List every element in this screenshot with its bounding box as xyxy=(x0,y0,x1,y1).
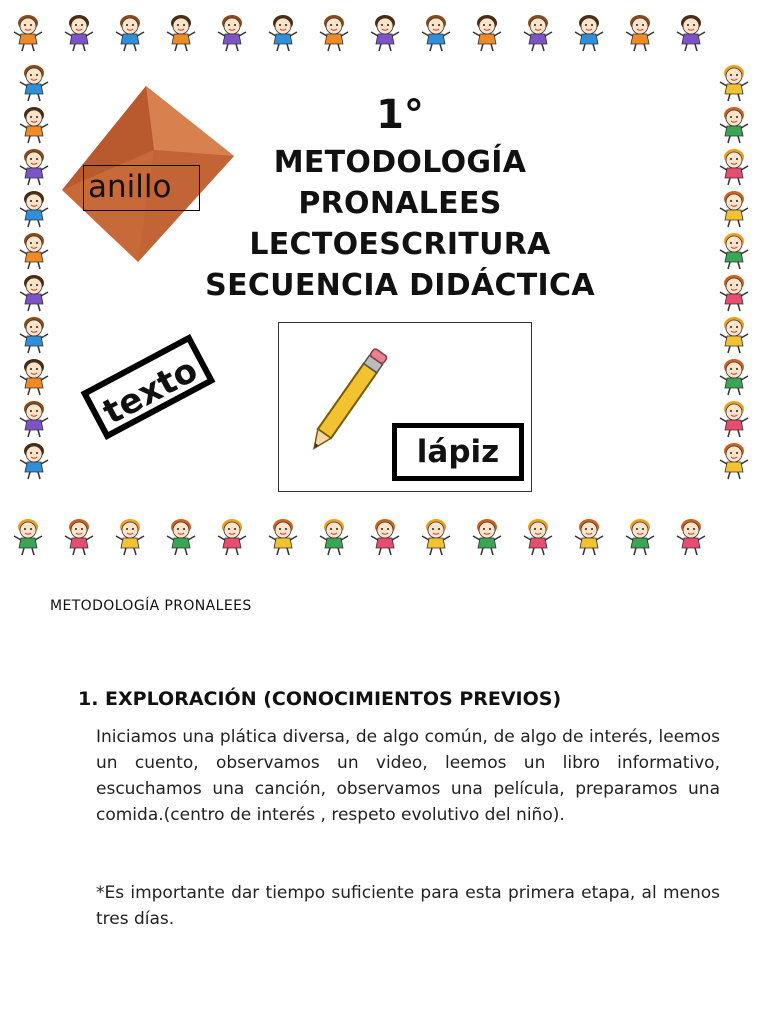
cartoon-kid-icon xyxy=(569,12,609,52)
cartoon-kid-icon xyxy=(714,314,754,354)
cartoon-kid-icon xyxy=(365,516,405,556)
cartoon-kid-icon xyxy=(518,516,558,556)
title-line-4: SECUENCIA DIDÁCTICA xyxy=(205,268,595,303)
cartoon-kid-icon xyxy=(59,12,99,52)
cartoon-kid-icon xyxy=(671,12,711,52)
paragraph-1: Iniciamos una plática diversa, de algo común, de algo de interés, leemos un cuento, observamos un video, leemos un libro informativo, escuchamos una canción, observamos una película, preparamos una comida.(centro de interés , respeto evolutivo del niño). xyxy=(96,727,720,825)
word-card-texto: texto xyxy=(81,334,216,440)
cartoon-kid-icon xyxy=(14,146,54,186)
paragraph-2: *Es importante dar tiempo suficiente para esta primera etapa, al menos tres días. xyxy=(96,883,720,929)
cartoon-kid-icon xyxy=(314,12,354,52)
document-header: METODOLOGÍA PRONALEES xyxy=(50,598,252,614)
cartoon-kid-icon xyxy=(8,516,48,556)
cartoon-kid-icon xyxy=(8,12,48,52)
pencil-icon xyxy=(289,337,409,467)
cartoon-kid-icon xyxy=(314,516,354,556)
cartoon-kid-icon xyxy=(110,12,150,52)
cartoon-kid-icon xyxy=(569,516,609,556)
cartoon-kid-icon xyxy=(110,516,150,556)
cartoon-kid-icon xyxy=(263,12,303,52)
cartoon-kid-icon xyxy=(14,398,54,438)
cartoon-kid-icon xyxy=(714,62,754,102)
cartoon-kid-icon xyxy=(714,272,754,312)
cartoon-kid-icon xyxy=(14,230,54,270)
cartoon-kid-icon xyxy=(14,356,54,396)
cartoon-kid-icon xyxy=(161,12,201,52)
cartoon-kid-icon xyxy=(14,272,54,312)
title-line-3: LECTOESCRITURA xyxy=(249,227,551,262)
cartoon-kid-icon xyxy=(714,104,754,144)
cartoon-kid-icon xyxy=(212,12,252,52)
cartoon-kid-icon xyxy=(714,398,754,438)
cartoon-kid-icon xyxy=(671,516,711,556)
cartoon-kid-icon xyxy=(620,12,660,52)
cartoon-kid-icon xyxy=(14,314,54,354)
cartoon-kid-icon xyxy=(714,356,754,396)
cartoon-kid-icon xyxy=(14,440,54,480)
cartoon-kid-icon xyxy=(467,516,507,556)
title-line-1: METODOLOGÍA xyxy=(273,145,527,180)
cartoon-kid-icon xyxy=(416,12,456,52)
section-title: 1. EXPLORACIÓN (CONOCIMIENTOS PREVIOS) xyxy=(78,688,562,710)
grade-label: 1° xyxy=(376,92,424,138)
cartoon-kid-icon xyxy=(14,104,54,144)
cartoon-kid-icon xyxy=(14,188,54,228)
cartoon-kid-icon xyxy=(714,146,754,186)
cartoon-kid-icon xyxy=(161,516,201,556)
cartoon-kid-icon xyxy=(467,12,507,52)
cartoon-kid-icon xyxy=(714,440,754,480)
cartoon-kid-icon xyxy=(263,516,303,556)
cartoon-kid-icon xyxy=(518,12,558,52)
word-card-lapiz: lápiz xyxy=(392,423,524,481)
cartoon-kid-icon xyxy=(714,188,754,228)
cartoon-kid-icon xyxy=(416,516,456,556)
cartoon-kid-icon xyxy=(14,62,54,102)
cartoon-kid-icon xyxy=(212,516,252,556)
cartoon-kid-icon xyxy=(365,12,405,52)
cartoon-kid-icon xyxy=(714,230,754,270)
cartoon-kid-icon xyxy=(59,516,99,556)
cover-title xyxy=(190,92,610,306)
cartoon-kid-icon xyxy=(620,516,660,556)
title-line-2: PRONALEES xyxy=(298,186,502,221)
word-card-anillo: anillo xyxy=(83,165,200,211)
